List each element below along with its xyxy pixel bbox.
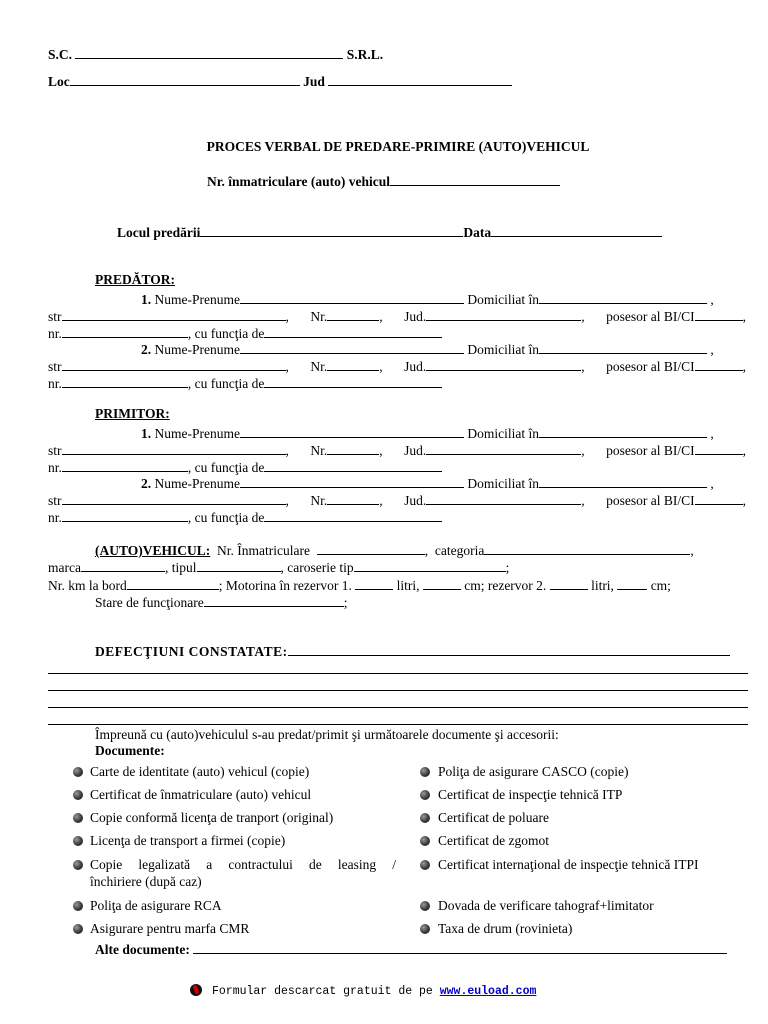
county-field[interactable]	[426, 492, 581, 505]
vehicle-line-2: marca , tipul , caroserie tip ;	[48, 560, 510, 575]
place-field[interactable]	[200, 224, 463, 237]
street-field[interactable]	[62, 492, 286, 505]
id-field[interactable]	[695, 358, 743, 371]
tank1-litri-field[interactable]	[355, 577, 393, 590]
doc-item-leasing-contract-cont: închiriere (după caz)	[90, 874, 202, 889]
street-field[interactable]	[62, 308, 286, 321]
bullet-icon	[73, 901, 83, 911]
id-field[interactable]	[695, 308, 743, 321]
name-field[interactable]	[240, 425, 464, 438]
vehicle-line-4: Stare de funcţionare ;	[95, 595, 348, 610]
function-field[interactable]	[264, 375, 442, 388]
bullet-icon	[420, 813, 430, 823]
predator-heading: PREDĂTOR:	[95, 272, 176, 287]
id-number-field[interactable]	[62, 375, 188, 388]
primitor-person-1-address: str , Nr. , Jud. , posesor al BI/CI ,	[48, 443, 746, 458]
bullet-icon	[73, 813, 83, 823]
domicile-field[interactable]	[539, 341, 707, 354]
bullet-icon	[73, 860, 83, 870]
defects-line: DEFECŢIUNI CONSTATATE:	[95, 643, 730, 660]
document-title: PROCES VERBAL DE PREDARE-PRIMIRE (AUTO)VEHICUL	[206, 139, 590, 154]
doc-item-pollution: Certificat de poluare	[438, 810, 549, 825]
vehicle-line-3: Nr. km la bord ; Motorina în rezervor 1. litri, cm; rezervor 2. litri, cm;	[48, 578, 671, 593]
brand-field[interactable]	[81, 559, 165, 572]
primitor-person-2-function: nr. , cu funcţia de	[48, 509, 442, 526]
bullet-icon	[73, 767, 83, 777]
domicile-field[interactable]	[539, 475, 707, 488]
bullet-icon	[420, 790, 430, 800]
county-field[interactable]	[426, 308, 581, 321]
documents-heading: Documente:	[95, 743, 165, 758]
other-docs-field[interactable]	[193, 941, 727, 954]
doc-item-license-copy: Copie conformă licenţa de tranport (original)	[90, 810, 334, 825]
euload-logo-icon	[190, 984, 202, 996]
sc-field[interactable]	[75, 46, 343, 59]
doc-item-itp: Certificat de inspecţie tehnică ITP	[438, 787, 623, 802]
domicile-field[interactable]	[539, 425, 707, 438]
doc-item-registration-cert: Certificat de înmatriculare (auto) vehicul	[90, 787, 312, 802]
doc-item-itpi: Certificat internaţional de inspecţie tehnică ITPI	[438, 857, 699, 872]
vehicle-registration-field[interactable]	[317, 542, 425, 555]
predator-person-2-address: str , Nr. , Jud. , posesor al BI/CI ,	[48, 359, 746, 374]
defects-line-2[interactable]	[48, 690, 748, 691]
doc-item-tachograph: Dovada de verificare tahograf+limitator	[438, 898, 654, 913]
defects-line-1[interactable]	[48, 673, 748, 674]
predator-person-2-function: nr. , cu funcţia de	[48, 375, 442, 392]
primitor-person-2-line: 2. Nume-Prenume Domiciliat în ,	[141, 476, 714, 491]
name-field[interactable]	[240, 475, 464, 488]
registration-field[interactable]	[390, 173, 560, 186]
date-field[interactable]	[491, 224, 662, 237]
function-field[interactable]	[264, 325, 442, 338]
place-date-line: Locul predării Data	[117, 224, 662, 241]
number-field[interactable]	[327, 358, 379, 371]
function-field[interactable]	[264, 509, 442, 522]
predator-person-2-line: 2. Nume-Prenume Domiciliat în ,	[141, 342, 714, 357]
primitor-person-2-address: str , Nr. , Jud. , posesor al BI/CI ,	[48, 493, 746, 508]
bullet-icon	[73, 790, 83, 800]
sc-line: S.C. S.R.L.	[48, 47, 384, 62]
other-docs-line: Alte documente:	[95, 941, 727, 958]
doc-item-road-tax: Taxa de drum (rovinieta)	[438, 921, 573, 936]
km-field[interactable]	[127, 577, 219, 590]
doc-item-rca: Poliţa de asigurare RCA	[90, 898, 222, 913]
predator-person-1-function: nr. , cu funcţia de	[48, 325, 442, 342]
bullet-icon	[420, 924, 430, 934]
footer: Formular descarcat gratuit de pe www.euload.com	[190, 984, 536, 1000]
function-field[interactable]	[264, 459, 442, 472]
primitor-heading: PRIMITOR:	[95, 406, 170, 421]
registration-line: Nr. înmatriculare (auto) vehicul	[207, 173, 560, 190]
id-field[interactable]	[695, 442, 743, 455]
defects-field[interactable]	[288, 643, 730, 656]
doc-item-identity-card: Carte de identitate (auto) vehicul (copie)	[90, 764, 310, 779]
county-field[interactable]	[426, 358, 581, 371]
name-field[interactable]	[240, 291, 464, 304]
vehicle-heading: (AUTO)VEHICUL:	[95, 543, 211, 558]
domicile-field[interactable]	[539, 291, 707, 304]
number-field[interactable]	[327, 492, 379, 505]
tank1-cm-field[interactable]	[423, 577, 461, 590]
doc-item-cmr: Asigurare pentru marfa CMR	[90, 921, 250, 936]
category-field[interactable]	[484, 542, 690, 555]
bullet-icon	[420, 836, 430, 846]
bullet-icon	[73, 924, 83, 934]
loc-field[interactable]	[70, 73, 300, 86]
doc-item-noise: Certificat de zgomot	[438, 833, 549, 848]
primitor-person-1-line: 1. Nume-Prenume Domiciliat în ,	[141, 426, 714, 441]
type-field[interactable]	[197, 559, 281, 572]
id-number-field[interactable]	[62, 325, 188, 338]
doc-item-leasing-contract: Copie legalizată a contractului de leasing /	[90, 857, 396, 872]
primitor-person-1-function: nr. , cu funcţia de	[48, 459, 442, 476]
bullet-icon	[420, 901, 430, 911]
condition-field[interactable]	[204, 594, 344, 607]
predator-person-1-line: 1. Nume-Prenume Domiciliat în ,	[141, 292, 714, 307]
defects-line-4[interactable]	[48, 724, 748, 725]
id-number-field[interactable]	[62, 509, 188, 522]
doc-item-company-license: Licenţa de transport a firmei (copie)	[90, 833, 286, 848]
euload-link[interactable]: www.euload.com	[439, 985, 537, 998]
tank2-cm-field[interactable]	[617, 577, 647, 590]
number-field[interactable]	[327, 308, 379, 321]
id-field[interactable]	[695, 492, 743, 505]
predator-person-1-address: str , Nr. , Jud. , posesor al BI/CI ,	[48, 309, 746, 324]
body-field[interactable]	[354, 559, 506, 572]
name-field[interactable]	[240, 341, 464, 354]
doc-item-casco: Poliţa de asigurare CASCO (copie)	[438, 764, 629, 779]
number-field[interactable]	[327, 442, 379, 455]
bullet-icon	[420, 767, 430, 777]
bullet-icon	[420, 860, 430, 870]
jud-field[interactable]	[328, 73, 512, 86]
documents-intro: Împreună cu (auto)vehiculul s-au predat/primit şi următoarele documente şi accesorii:	[95, 727, 559, 742]
county-field[interactable]	[426, 442, 581, 455]
id-number-field[interactable]	[62, 459, 188, 472]
vehicle-line-1: (AUTO)VEHICUL: Nr. Înmatriculare , categoria ,	[95, 543, 694, 558]
bullet-icon	[73, 836, 83, 846]
defects-line-3[interactable]	[48, 707, 748, 708]
street-field[interactable]	[62, 358, 286, 371]
loc-line: Loc Jud	[48, 73, 512, 90]
tank2-litri-field[interactable]	[550, 577, 588, 590]
street-field[interactable]	[62, 442, 286, 455]
